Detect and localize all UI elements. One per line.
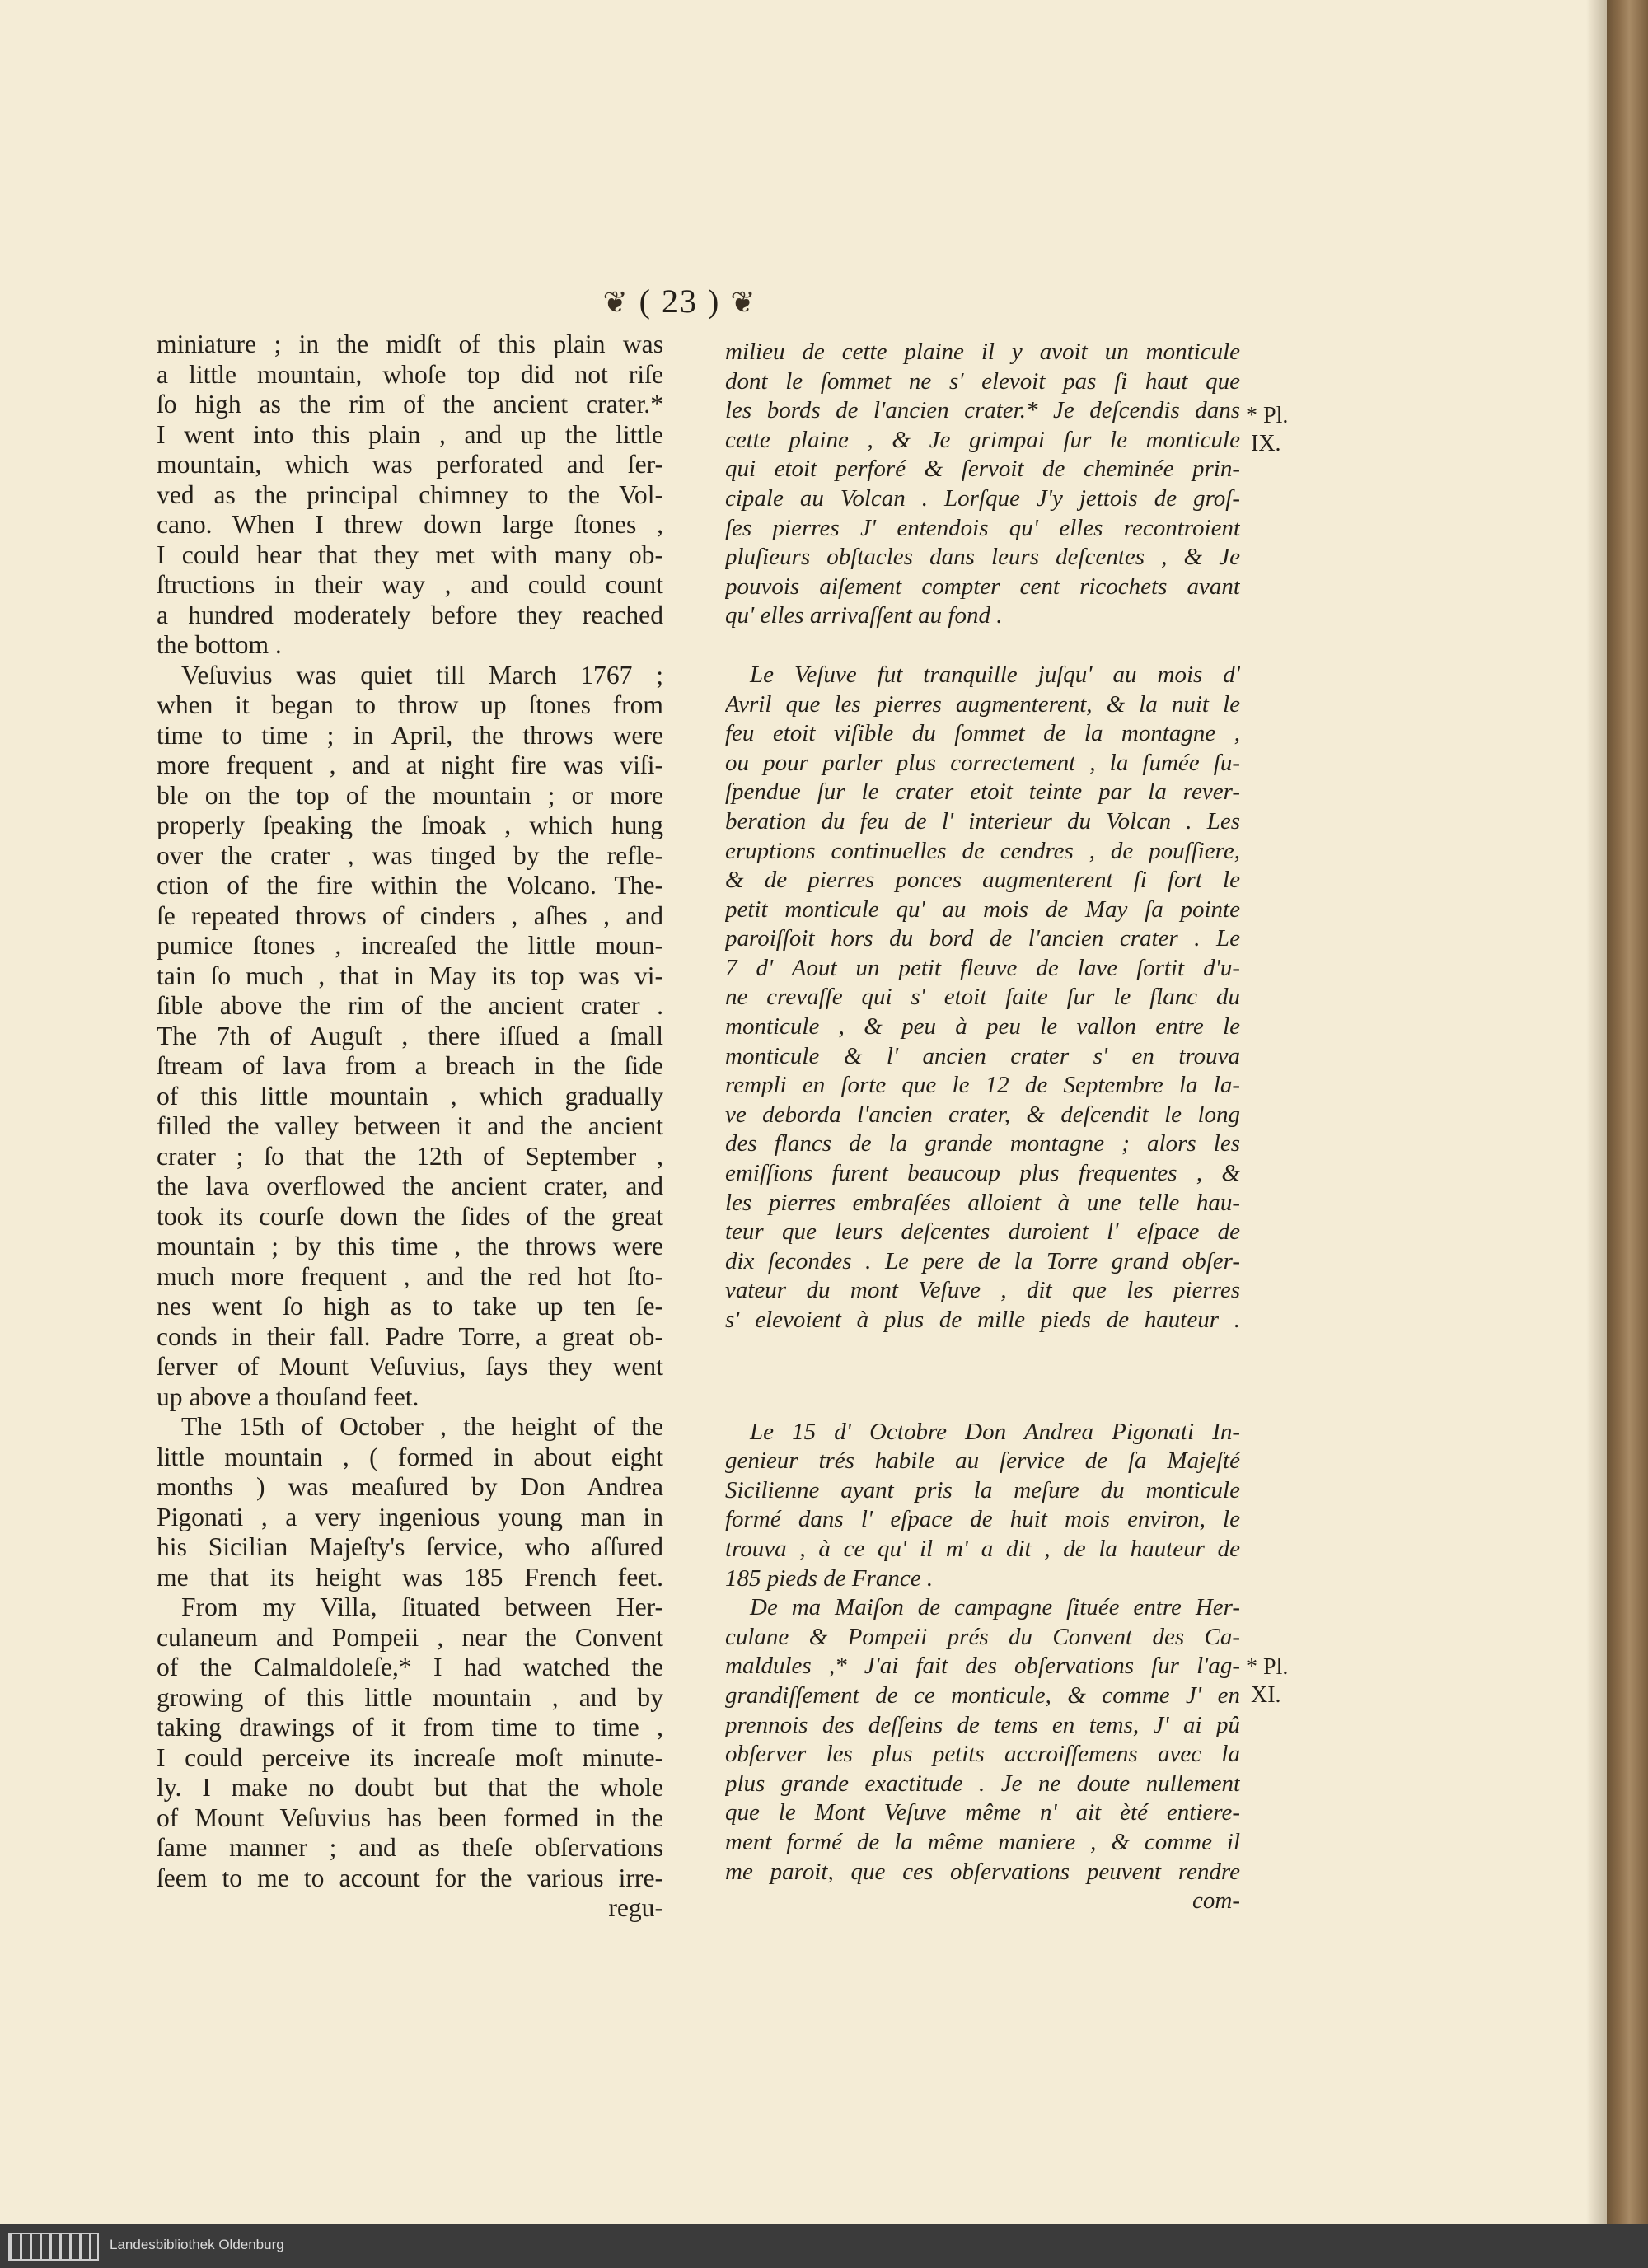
- text-line: les pierres embraſées alloient à une telle hau-: [725, 1189, 1240, 1216]
- text-line: grandiſſement de ce monticule, & comme J' en: [725, 1681, 1240, 1709]
- text-line: time to time ; in April, the throws were: [157, 720, 663, 750]
- text-line: trouva , à ce qu' il m' a dit , de la hauteur de: [725, 1535, 1240, 1562]
- catchword: regu-: [608, 1893, 663, 1922]
- text-line: formé dans l' eſpace de huit mois environ, le: [725, 1506, 1240, 1533]
- text-line: the lava overflowed the ancient crater, and: [157, 1171, 663, 1200]
- paragraph-gap: [725, 631, 1240, 661]
- text-line: ſible above the rim of the ancient crater .: [157, 991, 663, 1020]
- text-line: milieu de cette plaine il y avoit un monticule: [725, 339, 1240, 365]
- text-line: nes went ſo high as to take up ten ſe-: [157, 1292, 663, 1321]
- text-line: beration du feu de l' interieur du Volcan . Les: [725, 807, 1240, 835]
- text-line: emiſſions furent beaucoup plus frequentes , &: [725, 1160, 1240, 1187]
- text-line: Sicilienne ayant pris la meſure du monticule: [725, 1476, 1240, 1503]
- text-line: cano. When I threw down large ſtones ,: [157, 510, 663, 539]
- text-line: ſpendue ſur le crater etoit teinte par la rever-: [725, 779, 1240, 806]
- text-line: ment formé de la même maniere , & comme il: [725, 1828, 1240, 1855]
- text-line: a hundred moderately before they reached: [157, 600, 663, 629]
- english-column: [157, 330, 663, 1924]
- text-line: ne crevaſſe qui s' etoit faite ſur le flanc du: [725, 984, 1240, 1011]
- text-line: 7 d' Aout un petit fleuve de lave ſortit d'u-: [725, 954, 1240, 981]
- text-line: ſe repeated throws of cinders , aſhes , and: [157, 900, 663, 930]
- text-line: I went into this plain , and up the little: [157, 419, 663, 449]
- text-line: des flancs de la grande montagne ; alors les: [725, 1130, 1240, 1157]
- text-line: obſerver les plus petits accroiſſemens avec la: [725, 1741, 1240, 1768]
- text-line: a little mountain, whoſe top did not riſe: [157, 359, 663, 389]
- text-line: paroiſſoit hors du bord de l'ancien crater . Le: [725, 925, 1240, 952]
- fleuron-left-icon: ❦: [602, 286, 630, 319]
- text-line: ſeem to me to account for the various irre-: [157, 1863, 663, 1892]
- text-line: teur que leurs deſcentes duroient l' eſpace de: [725, 1218, 1240, 1246]
- text-line: From my Villa, ſituated between Her-: [181, 1592, 663, 1621]
- paragraph-gap: [725, 1335, 1240, 1418]
- text-line: took its courſe down the ſides of the great: [157, 1201, 663, 1231]
- text-line: prennois des deſſeins de tems en tems, J' ai pû: [725, 1711, 1240, 1738]
- text-line: cipale au Volcan . Lorſque J'y jettois de groſ-: [725, 484, 1240, 512]
- text-line: 185 pieds de France .: [725, 1564, 934, 1592]
- page-header: [0, 282, 1360, 320]
- text-line: ve deborda l'ancien crater, & deſcendit le long: [725, 1101, 1240, 1128]
- book-spine: [1607, 0, 1648, 2224]
- catchword: com-: [1192, 1887, 1240, 1915]
- text-line: eruptions continuelles de cendres , de pouſſiere,: [725, 837, 1240, 864]
- text-line: more frequent , and at night fire was viſi-: [157, 751, 663, 779]
- text-line: Pigonati , a very ingenious young man in: [157, 1502, 663, 1531]
- text-line: up above a thouſand feet.: [157, 1382, 419, 1411]
- text-line: qui etoit perforé & ſervoit de cheminée prin-: [725, 456, 1240, 483]
- text-line: when it began to throw up ſtones from: [157, 690, 663, 719]
- text-line: over the crater , was tinged by the refle-: [157, 840, 663, 870]
- text-line: dix ſecondes . Le pere de la Torre grand obſer-: [725, 1247, 1240, 1274]
- text-line: ſame manner ; and as theſe obſervations: [157, 1833, 663, 1862]
- page-gutter-shadow: [1586, 0, 1609, 2224]
- text-line: I could perceive its increaſe moſt minute-: [157, 1742, 663, 1772]
- text-line: maldules ,* J'ai fait des obſervations ſur l'ag-: [725, 1653, 1240, 1680]
- text-line: The 7th of Auguſt , there iſſued a ſmall: [157, 1021, 663, 1050]
- text-line: Avril que les pierres augmenterent, & la nuit le: [725, 690, 1240, 718]
- text-line: properly ſpeaking the ſmoak , which hung: [157, 811, 663, 839]
- text-line: the bottom .: [157, 630, 282, 659]
- text-line: conds in their fall. Padre Torre, a great ob-: [157, 1321, 663, 1351]
- text-line: much more frequent , and the red hot ſto-: [157, 1261, 663, 1291]
- page-number: ( 23 ): [639, 283, 721, 320]
- text-line: De ma Maiſon de campagne ſituée entre Her-: [750, 1594, 1240, 1621]
- plate-reference-xi: * Pl. XI.: [1246, 1654, 1289, 1708]
- text-line: of this little mountain , which gradually: [157, 1081, 663, 1111]
- text-line: genieur trés habile au ſervice de ſa Majeſté: [725, 1447, 1240, 1475]
- text-line: dont le ſommet ne s' elevoit pas ſi haut que: [725, 367, 1240, 395]
- text-line: taking drawings of it from time to time ,: [157, 1713, 663, 1742]
- text-line: ſtructions in their way , and could count: [157, 570, 663, 599]
- text-line: ſtream of lava from a breach in the ſide: [157, 1051, 663, 1080]
- text-line: months ) was meaſured by Don Andrea: [157, 1472, 663, 1501]
- text-line: of Mount Veſuvius has been formed in the: [157, 1803, 663, 1832]
- text-line: que le Mont Veſuve même n' ait èté entiere-: [725, 1799, 1240, 1826]
- text-line: Le Veſuve fut tranquille juſqu' au mois d': [750, 661, 1240, 688]
- text-line: monticule , & peu à peu le vallon entre le: [725, 1013, 1240, 1040]
- text-line: pluſieurs obſtacles dans leurs deſcentes , & Je: [725, 544, 1240, 571]
- text-line: vateur du mont Veſuve , dit que les pierres: [725, 1277, 1240, 1304]
- text-line: monticule & l' ancien crater s' en trouva: [725, 1042, 1240, 1069]
- french-column: [725, 338, 1240, 1916]
- text-line: miniature ; in the midſt of this plain was: [157, 330, 663, 358]
- text-line: crater ; ſo that the 12th of September ,: [157, 1141, 663, 1171]
- fleuron-right-icon: ❦: [730, 286, 757, 319]
- text-line: I could hear that they met with many ob-: [157, 540, 663, 569]
- text-line: ſo high as the rim of the ancient crater.*: [157, 390, 663, 419]
- text-line: ſes pierres J' entendois qu' elles recontroient: [725, 514, 1240, 541]
- text-line: mountain, which was perforated and ſer-: [157, 450, 663, 479]
- text-line: ou pour parler plus correctement , la fumée ſu-: [725, 749, 1240, 776]
- text-line: growing of this little mountain , and by: [157, 1682, 663, 1712]
- text-line: & de pierres ponces augmenterent ſi fort le: [725, 867, 1240, 894]
- text-line: ly. I make no doubt but that the whole: [157, 1773, 663, 1802]
- text-line: The 15th of October , the height of the: [181, 1412, 663, 1441]
- library-name: Landesbibliothek Oldenburg: [110, 2237, 284, 2252]
- text-line: little mountain , ( formed in about eight: [157, 1442, 663, 1471]
- text-line: culaneum and Pompeii , near the Convent: [157, 1622, 663, 1652]
- text-line: pumice ſtones , increaſed the little moun-: [157, 931, 663, 960]
- text-line: mountain ; by this time , the throws were: [157, 1232, 663, 1260]
- text-line: culane & Pompeii prés du Convent des Ca-: [725, 1623, 1240, 1650]
- text-line: rempli en ſorte que le 12 de Septembre la la-: [725, 1072, 1240, 1099]
- text-line: ved as the principal chimney to the Vol-: [157, 479, 663, 509]
- text-line: ction of the fire within the Volcano. The-: [157, 871, 663, 900]
- text-line: les bords de l'ancien crater.* Je deſcendis dans: [725, 397, 1240, 424]
- text-line: his Sicilian Majeſty's ſervice, who aſſured: [157, 1532, 663, 1561]
- text-line: Veſuvius was quiet till March 1767 ;: [181, 660, 663, 690]
- plate-reference-ix: * Pl. IX.: [1246, 403, 1289, 456]
- text-line: ble on the top of the mountain ; or more: [157, 780, 663, 810]
- text-line: filled the valley between it and the ancient: [157, 1111, 663, 1140]
- text-line: plus grande exactitude . Je ne doute nullement: [725, 1770, 1240, 1797]
- library-building-icon: [8, 2233, 99, 2261]
- text-line: me that its height was 185 French feet.: [157, 1562, 663, 1592]
- text-line: petit monticule qu' au mois de May ſa pointe: [725, 896, 1240, 923]
- text-line: feu etoit viſible du ſommet de la montagne ,: [725, 720, 1240, 747]
- text-line: tain ſo much , that in May its top was vi-: [157, 961, 663, 990]
- text-line: Le 15 d' Octobre Don Andrea Pigonati In-: [750, 1418, 1240, 1445]
- text-line: s' elevoient à plus de mille pieds de hauteur .: [725, 1307, 1240, 1333]
- library-footer-bar: [0, 2224, 1648, 2268]
- text-line: of the Calmaldoleſe,* I had watched the: [157, 1653, 663, 1681]
- text-line: me paroit, que ces obſervations peuvent rendre: [725, 1858, 1240, 1885]
- text-line: ſerver of Mount Veſuvius, ſays they went: [157, 1352, 663, 1381]
- text-line: pouvois aiſement compter cent ricochets avant: [725, 573, 1240, 600]
- text-line: qu' elles arrivaſſent au fond .: [725, 602, 1003, 629]
- text-line: cette plaine , & Je grimpai ſur le monticule: [725, 426, 1240, 453]
